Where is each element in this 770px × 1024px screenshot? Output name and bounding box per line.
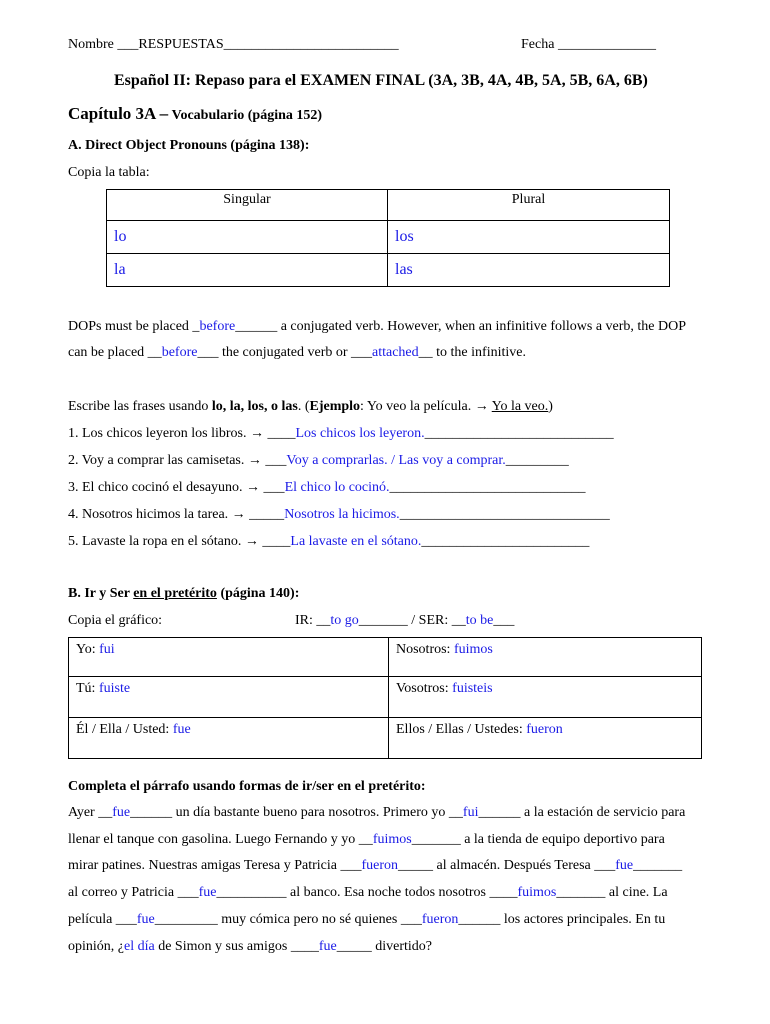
dop-cell: las bbox=[388, 254, 670, 287]
page-title: Español II: Repaso para el EXAMEN FINAL (3A, 3B, 4A, 4B, 5A, 5B, 6A, 6B) bbox=[114, 72, 648, 89]
paragraph-line: Ayer __fue______ un día bastante bueno para nosotros. Primero yo __fui______ a la estación de servicio para bbox=[68, 805, 686, 820]
paragraph-line: película ___fue_________ muy cómica pero no sé quienes ___fueron______ los actores principales. En tu bbox=[68, 912, 666, 927]
name-value: RESPUESTAS bbox=[138, 37, 224, 52]
sentence-item: 1. Los chicos leyeron los libros. → ____Los chicos los leyeron.___________________________ bbox=[68, 426, 614, 441]
paragraph-heading: Completa el párrafo usando formas de ir/ser en el pretérito: bbox=[68, 779, 426, 794]
dop-table bbox=[106, 189, 670, 287]
dop-cell: lo bbox=[107, 221, 388, 254]
section-b-instruction: Copia el gráfico: bbox=[68, 613, 163, 628]
sentence-item: 3. El chico cocinó el desayuno. → ___El chico lo cocinó.____________________________ bbox=[68, 480, 586, 495]
answer: fue bbox=[112, 805, 131, 820]
conjugation-cell: Tú: fuiste bbox=[69, 677, 389, 718]
answer: fuimos bbox=[372, 832, 412, 847]
conjugation-cell: Nosotros: fuimos bbox=[389, 638, 702, 677]
answer: fueron bbox=[526, 722, 563, 737]
answer: fuisteis bbox=[452, 681, 493, 696]
sentence-item: 4. Nosotros hicimos la tarea. → _____Nosotros la hicimos.______________________________ bbox=[68, 507, 610, 522]
sentence-item: 5. Lavaste la ropa en el sótano. → ____La lavaste en el sótano.________________________ bbox=[68, 534, 590, 549]
answer: attached bbox=[372, 345, 419, 360]
section-a-instruction: Copia la tabla: bbox=[68, 165, 150, 180]
paragraph-line: al correo y Patricia ___fue__________ al banco. Esa noche todos nosotros ____fuimos_______ al cine. La bbox=[68, 885, 668, 900]
answer: fue bbox=[136, 912, 155, 927]
name-label: Nombre bbox=[68, 37, 114, 52]
preterite-table bbox=[68, 637, 702, 759]
answer: fuimos bbox=[517, 885, 557, 900]
date-label: Fecha bbox=[521, 37, 555, 52]
answer: fuimos bbox=[453, 642, 493, 657]
answer: fueron bbox=[421, 912, 459, 927]
answer: before bbox=[199, 319, 236, 334]
answer: Los chicos los leyeron. bbox=[295, 426, 425, 441]
name-field: Nombre ___RESPUESTAS_________________________ bbox=[68, 37, 399, 52]
section-a-heading: A. Direct Object Pronouns (página 138): bbox=[68, 138, 310, 153]
answer: fuiste bbox=[98, 681, 131, 696]
ir-ser-meaning: IR: __to go_______ / SER: __to be___ bbox=[295, 613, 515, 628]
dop-header-plural: Plural bbox=[388, 190, 670, 221]
answer: before bbox=[161, 345, 198, 360]
answer: to go bbox=[330, 613, 359, 628]
section-b-heading: B. Ir y Ser en el pretérito (página 140): bbox=[68, 586, 300, 601]
answer: El chico lo cocinó. bbox=[284, 480, 390, 495]
answer: fue bbox=[318, 939, 337, 954]
rewrite-instruction: Escribe las frases usando lo, la, los, o las. (Ejemplo: Yo veo la película. → Yo la veo.) bbox=[68, 399, 553, 414]
conjugation-cell: Él / Ella / Usted: fue bbox=[69, 718, 389, 759]
paragraph-line: mirar patines. Nuestras amigas Teresa y Patricia ___fueron_____ al almacén. Después Teresa ___fue_______ bbox=[68, 858, 683, 873]
paragraph-line: opinión, ¿el día de Simon y sus amigos ____fue_____ divertido? bbox=[68, 939, 432, 954]
dop-cell: la bbox=[107, 254, 388, 287]
dop-cell: los bbox=[388, 221, 670, 254]
answer: La lavaste en el sótano. bbox=[290, 534, 422, 549]
answer: el día bbox=[124, 939, 155, 954]
answer: Nosotros la hicimos. bbox=[284, 507, 400, 522]
answer: fui bbox=[99, 642, 115, 657]
answer: fueron bbox=[361, 858, 398, 873]
chapter-heading: Capítulo 3A – Vocabulario (página 152) bbox=[68, 104, 323, 123]
answer: fue bbox=[615, 858, 634, 873]
conjugation-cell: Vosotros: fuisteis bbox=[389, 677, 702, 718]
conjugation-cell: Yo: fui bbox=[69, 638, 389, 677]
conjugation-cell: Ellos / Ellas / Ustedes: fueron bbox=[389, 718, 702, 759]
answer: fue bbox=[198, 885, 217, 900]
sentence-item: 2. Voy a comprar las camisetas. → ___Voy a comprarlas. / Las voy a comprar._________ bbox=[68, 453, 569, 468]
dop-rule-line-2: can be placed __before___ the conjugated verb or ___attached__ to the infinitive. bbox=[68, 345, 526, 360]
dop-rule-line-1: DOPs must be placed _before______ a conjugated verb. However, when an infinitive follows a verb, the DOP bbox=[68, 319, 687, 334]
dop-header-singular: Singular bbox=[107, 190, 388, 221]
answer: fui bbox=[462, 805, 479, 820]
answer: fue bbox=[172, 722, 191, 737]
answer: Voy a comprarlas. / Las voy a comprar. bbox=[286, 453, 506, 468]
paragraph-line: llenar el tanque con gasolina. Luego Fernando y yo __fuimos_______ a la tienda de equipo deportivo para bbox=[68, 832, 665, 847]
date-field: Fecha ______________ bbox=[521, 37, 656, 52]
answer: to be bbox=[465, 613, 494, 628]
